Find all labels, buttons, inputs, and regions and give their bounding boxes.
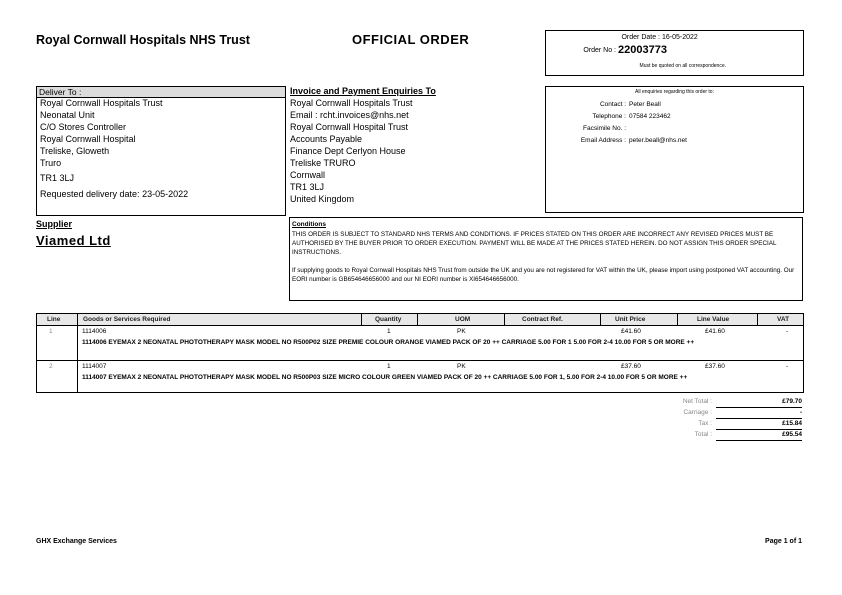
- order-info-box: [545, 30, 804, 76]
- row-uom: PK: [457, 328, 466, 335]
- order-date-value: 16-05-2022: [662, 34, 698, 41]
- order-no-label: Order No :: [583, 47, 616, 54]
- row-unit-price: £41.60: [621, 328, 641, 335]
- header-uom: UOM: [455, 316, 471, 323]
- header-unit-price: Unit Price: [615, 316, 646, 323]
- invoice-line: Accounts Payable: [290, 134, 363, 144]
- page-number: Page 1 of 1: [765, 538, 802, 545]
- row-code: 1114006: [82, 328, 107, 335]
- total-label: Total :: [694, 431, 712, 438]
- telephone-value: 07584 223462: [629, 113, 671, 120]
- header-line-value: Line Value: [697, 316, 730, 323]
- invoice-line: Email : rcht.invoices@nhs.net: [290, 110, 409, 120]
- supplier-label: Supplier: [36, 219, 73, 229]
- deliver-line: Truro: [40, 158, 62, 168]
- telephone-label: Telephone :: [592, 113, 626, 120]
- row-line-value: £37.60: [705, 363, 725, 370]
- deliver-line: Royal Cornwall Hospitals Trust: [40, 98, 163, 108]
- carriage-label: Carriage :: [683, 409, 712, 416]
- conditions-box: [289, 217, 803, 301]
- tax-label: Tax :: [698, 420, 712, 427]
- invoice-line: Cornwall: [290, 170, 326, 180]
- deliver-line: TR1 3LJ: [40, 173, 75, 183]
- hospital-name: Royal Cornwall Hospitals NHS Trust: [36, 33, 250, 47]
- conditions-heading: Conditions: [292, 221, 326, 228]
- header-vat: VAT: [777, 316, 790, 323]
- header-goods: Goods or Services Required: [83, 316, 171, 323]
- requested-delivery-date: Requested delivery date: 23-05-2022: [40, 189, 189, 199]
- row-vat: -: [786, 328, 789, 335]
- deliver-line: Neonatal Unit: [40, 110, 95, 120]
- row-line-no: 1: [49, 328, 53, 335]
- email-label: Email Address :: [580, 137, 626, 144]
- row-description: 1114006 EYEMAX 2 NEONATAL PHOTOTHERAPY MASK MODEL NO R500P02 SIZE PREMIE COLOUR ORANGE VIAMED PACK OF 20 ++ CARRIAGE 5.00 FOR 1 5.00 FOR 2-4 10.00 FOR 5 OR MORE ++: [82, 339, 695, 346]
- vat-text: If supplying goods to Royal Cornwall Hospitals NHS Trust from outside the UK and you are not registered for VAT within the UK, please import using postponed VAT accounting. Our EORI number is GB654646656000 and our NI EORI number is XI654646656000.: [292, 267, 795, 283]
- tax-value: £15.84: [716, 420, 802, 430]
- invoice-heading: Invoice and Payment Enquiries To: [290, 86, 436, 96]
- invoice-line: Royal Cornwall Hospital Trust: [290, 122, 409, 132]
- header-contract: Contract Ref.: [522, 316, 563, 323]
- header-line: Line: [47, 316, 61, 323]
- header-quantity: Quantity: [375, 316, 402, 323]
- row-qty: 1: [387, 363, 391, 370]
- invoice-line: Treliske TRURO: [290, 158, 356, 168]
- row-line-value: £41.60: [705, 328, 725, 335]
- carriage-value: -: [716, 409, 802, 419]
- contact-label: Contact :: [599, 101, 626, 108]
- invoice-line: Finance Dept Cerlyon House: [290, 146, 406, 156]
- row-vat: -: [786, 363, 789, 370]
- deliver-line: C/O Stores Controller: [40, 122, 127, 132]
- conditions-text: THIS ORDER IS SUBJECT TO STANDARD NHS TERMS AND CONDITIONS. IF PRICES STATED ON THIS ORDER ARE INCORRECT ANY REVISED PRICES MUST BE AUTHORISED BY THE BUYER PRIOR TO ORDER EXECUTION. PAYMENT WILL BE MADE AT THE PRICES STATED HEREIN. DO NOT ASSIGN THIS ORDER SPECIAL INSTRUCTIONS.: [292, 231, 777, 256]
- net-total-value: £79.70: [716, 398, 802, 408]
- row-qty: 1: [387, 328, 391, 335]
- invoice-line: TR1 3LJ: [290, 182, 325, 192]
- net-total-label: Net Total :: [682, 398, 712, 405]
- order-date-label: Order Date :: [621, 34, 660, 41]
- enquiries-box: [545, 86, 804, 213]
- deliver-to-box: [36, 86, 286, 216]
- supplier-name: Viamed Ltd: [36, 233, 111, 248]
- deliver-line: Treliske, Gloweth: [40, 146, 110, 156]
- deliver-line: Royal Cornwall Hospital: [40, 134, 136, 144]
- fax-label: Facsimile No. :: [583, 125, 626, 132]
- row-line-no: 2: [49, 363, 53, 370]
- contact-value: Peter Beall: [629, 101, 661, 108]
- order-no-value: 22003773: [618, 44, 667, 56]
- row-code: 1114007: [82, 363, 107, 370]
- row-uom: PK: [457, 363, 466, 370]
- document-title: OFFICIAL ORDER: [352, 32, 470, 47]
- footer-left: GHX Exchange Services: [36, 538, 117, 545]
- email-value: peter.beall@nhs.net: [629, 137, 687, 144]
- invoice-line: United Kingdom: [290, 194, 355, 204]
- row-unit-price: £37.60: [621, 363, 641, 370]
- quote-note: Must be quoted on all correspondence.: [639, 63, 726, 69]
- enquiries-heading: All enquiries regarding this order to:: [635, 89, 714, 95]
- row-description: 1114007 EYEMAX 2 NEONATAL PHOTOTHERAPY MASK MODEL NO R500P03 SIZE MICRO COLOUR GREEN VIAMED PACK OF 20 ++ CARRIAGE 5.00 FOR 1, 5.00 FOR 2-4 10.00 FOR 5 OR MORE ++: [82, 374, 688, 381]
- invoice-line: Royal Cornwall Hospitals Trust: [290, 98, 413, 108]
- total-value: £95.54: [716, 431, 802, 441]
- order-lines-table: [36, 313, 804, 393]
- deliver-to-heading: Deliver To :: [37, 87, 285, 98]
